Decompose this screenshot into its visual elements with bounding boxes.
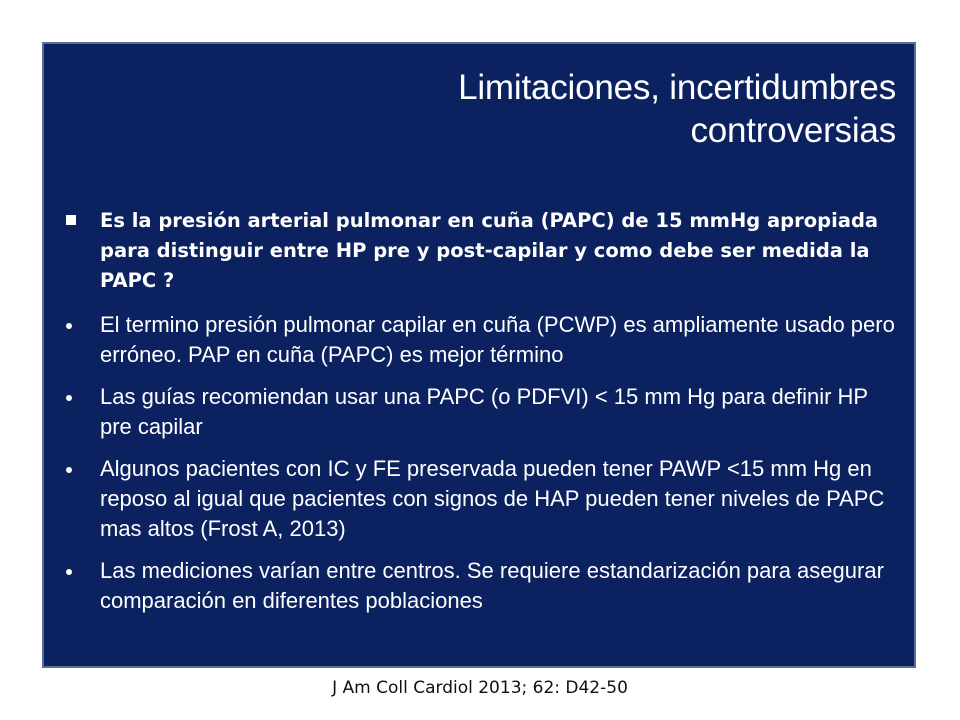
- bullet-text: Las guías recomiendan usar una PAPC (o PDFVI) < 15 mm Hg para definir HP pre capilar: [100, 384, 868, 439]
- bullet-item-patients: [62, 454, 902, 544]
- bullet-text: Las mediciones varían entre centros. Se requiere estandarización para asegurar comparación en diferentes poblaciones: [100, 558, 884, 613]
- dot-bullet-icon: [66, 323, 72, 329]
- slide-title-line-1: Limitaciones, incertidumbres: [458, 68, 896, 107]
- bullet-text: Algunos pacientes con IC y FE preservada pueden tener PAWP <15 mm Hg en reposo al igual que pacientes con signos de HAP pueden tener niveles de PAPC mas altos (Frost A, 2013): [100, 456, 885, 541]
- bullet-item-measurements: [62, 556, 902, 616]
- bullet-text: El termino presión pulmonar capilar en cuña (PCWP) es ampliamente usado pero erróneo. PAP en cuña (PAPC) es mejor término: [100, 312, 895, 367]
- bullet-text: Es la presión arterial pulmonar en cuña (PAPC) de 15 mmHg apropiada para distinguir entre HP pre y post-capilar y como debe ser medida la PAPC ?: [100, 209, 879, 292]
- dot-bullet-icon: [66, 467, 72, 473]
- bullet-item-question: [62, 206, 902, 296]
- citation: J Am Coll Cardiol 2013; 62: D42-50: [332, 678, 628, 698]
- slide-title-line-2: controversias: [690, 111, 896, 150]
- bullet-item-terminology: [62, 310, 902, 370]
- bullet-list: [62, 206, 902, 628]
- square-bullet-icon: [66, 215, 76, 225]
- bullet-item-guidelines: [62, 382, 902, 442]
- slide-panel: [42, 42, 916, 668]
- slide-title: [136, 66, 896, 152]
- dot-bullet-icon: [66, 569, 72, 575]
- dot-bullet-icon: [66, 395, 72, 401]
